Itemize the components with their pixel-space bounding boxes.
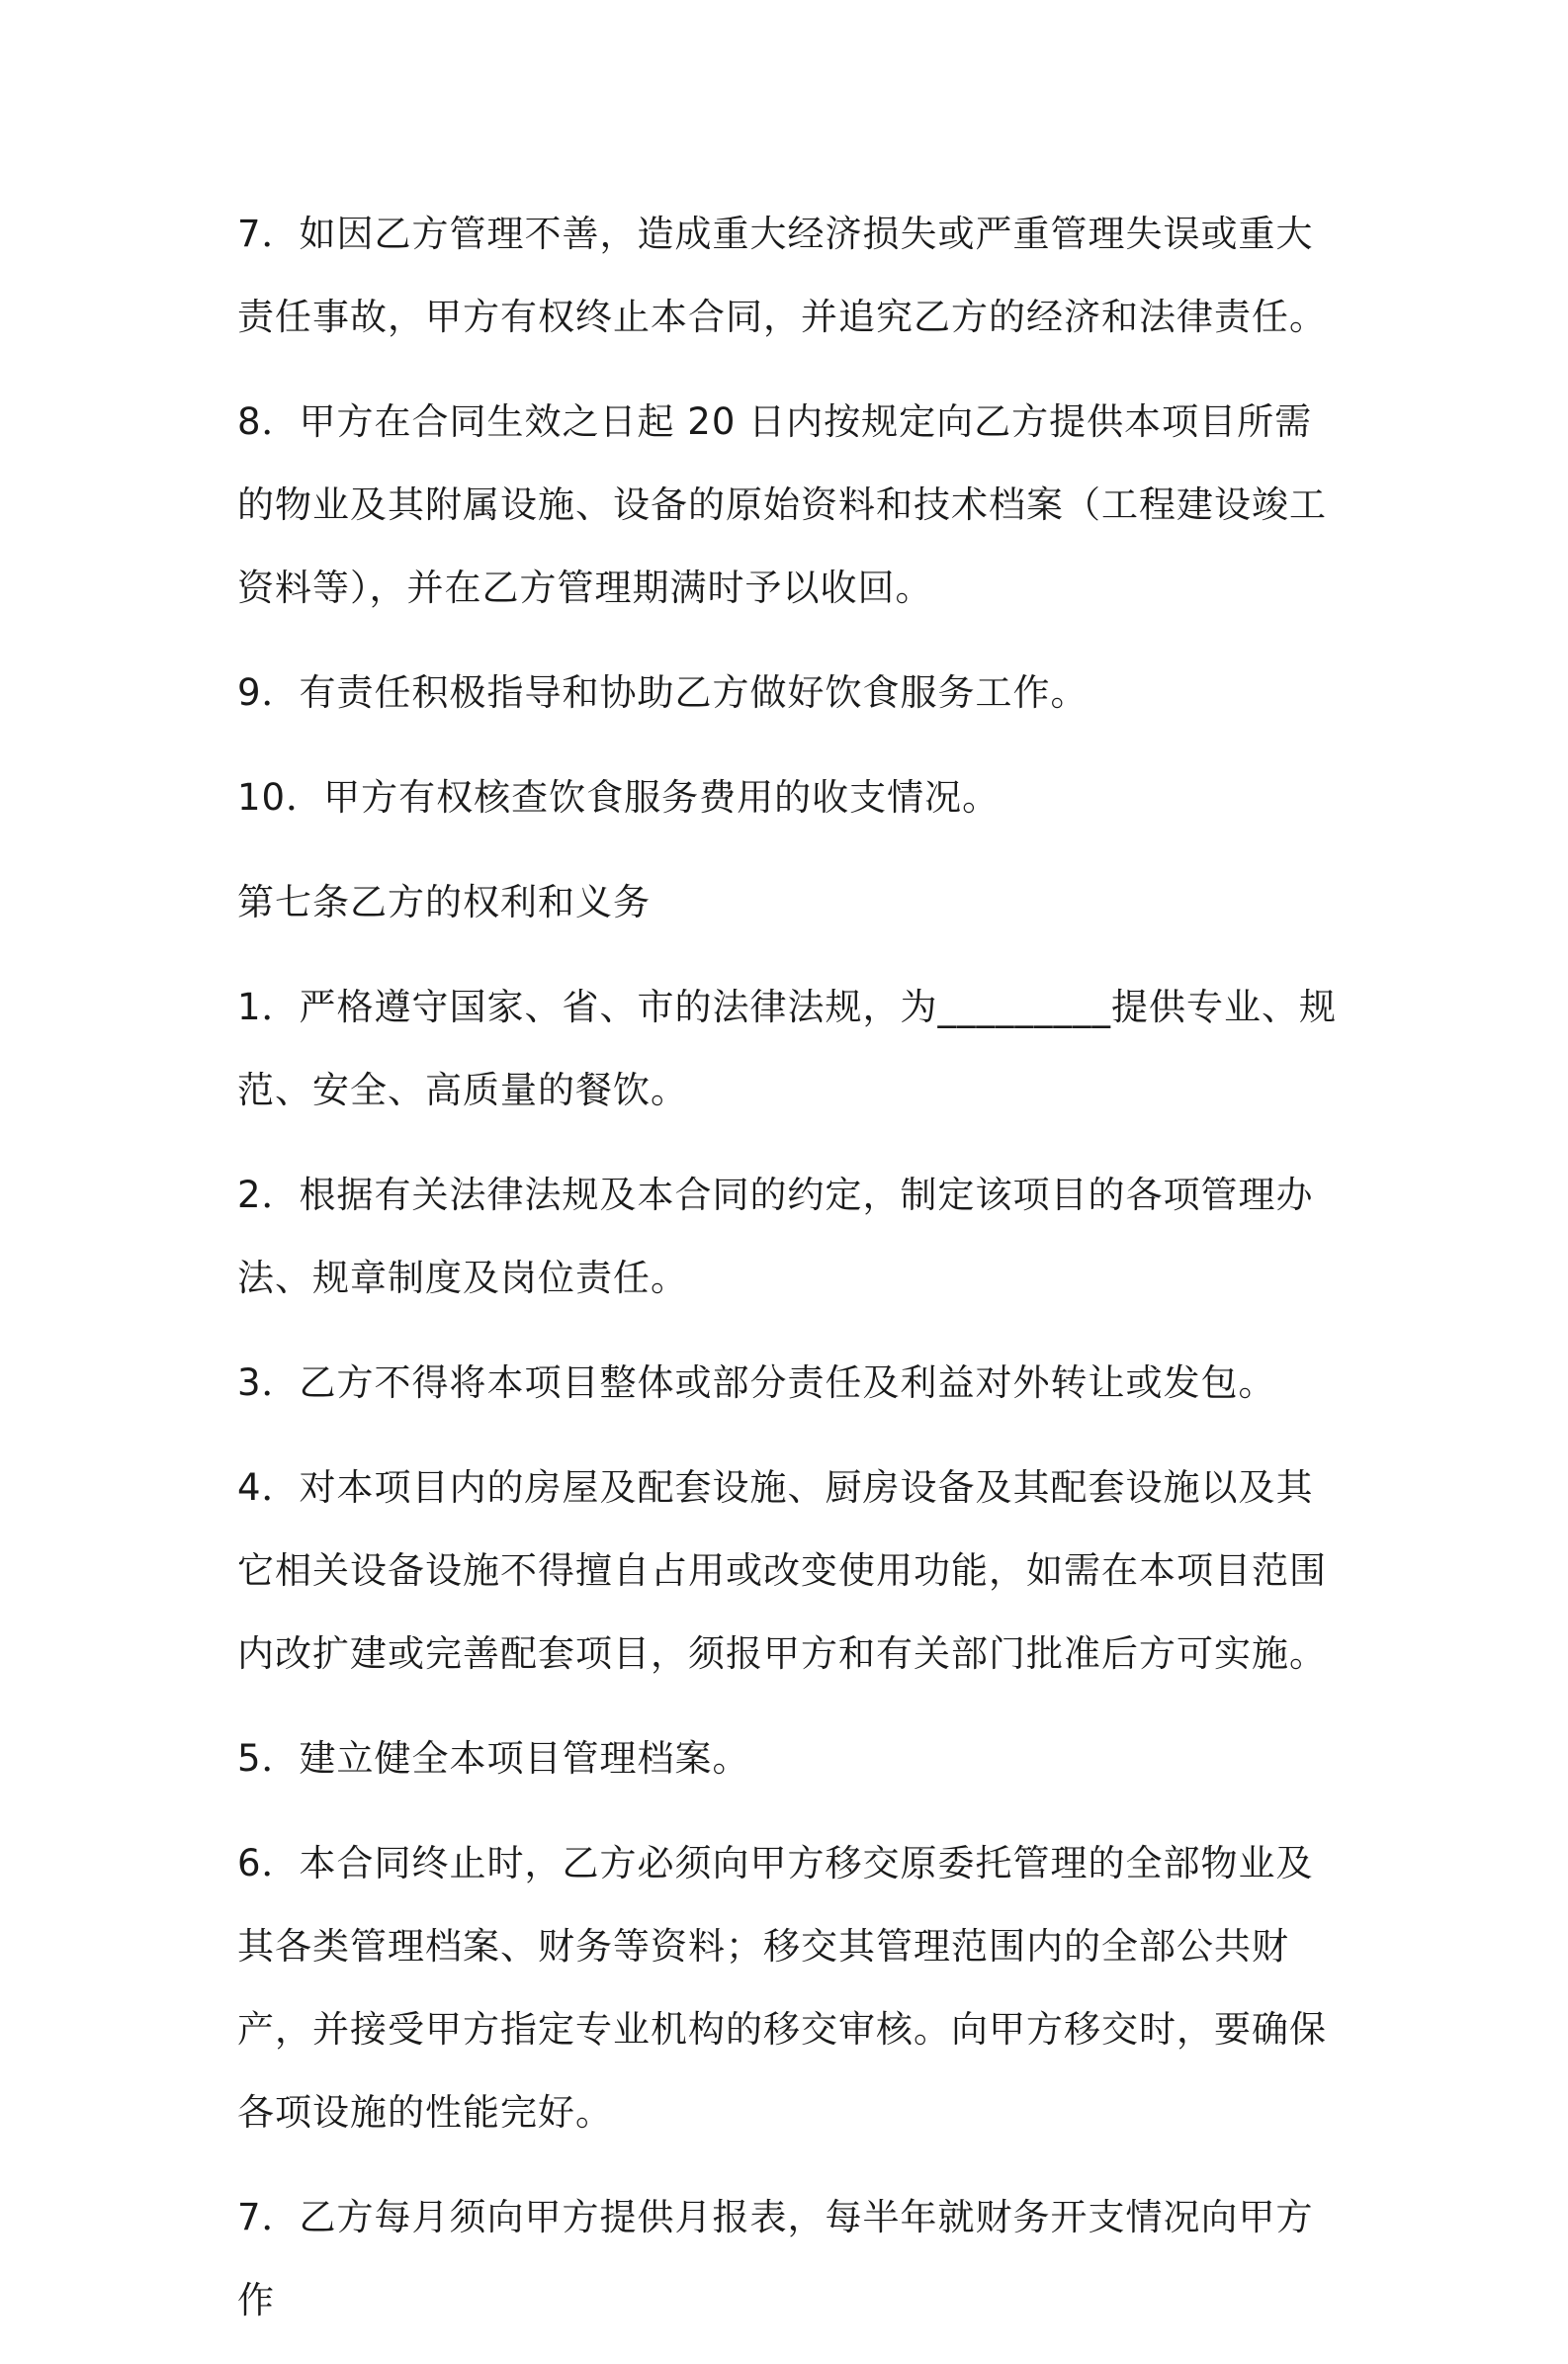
clause-paragraph: 1．严格遵守国家、省、市的法律法规，为_________提供专业、规范、安全、高质量的餐饮。	[237, 986, 1338, 1111]
clause-paragraph: 10．甲方有权核查饮食服务费用的收支情况。	[237, 776, 1001, 819]
clause-paragraph: 8．甲方在合同生效之日起 20 日内按规定向乙方提供本项目所需的物业及其附属设施、设备的原始资料和技术档案（工程建设竣工资料等），并在乙方管理期满时予以收回。	[237, 400, 1327, 609]
document-body	[237, 193, 1345, 2364]
clause-paragraph: 3．乙方不得将本项目整体或部分责任及利益对外转让或发包。	[237, 1361, 1276, 1404]
clause-paragraph: 5．建立健全本项目管理档案。	[237, 1737, 750, 1780]
section-heading: 第七条乙方的权利和义务	[237, 881, 651, 923]
clause-paragraph: 7．乙方每月须向甲方提供月报表，每半年就财务开支情况向甲方作	[237, 2196, 1314, 2321]
clause-paragraph: 2．根据有关法律法规及本合同的约定，制定该项目的各项管理办法、规章制度及岗位责任。	[237, 1174, 1314, 1299]
clause-paragraph: 7．如因乙方管理不善，造成重大经济损失或严重管理失误或重大责任事故，甲方有权终止本合同，并追究乙方的经济和法律责任。	[237, 213, 1327, 338]
clause-paragraph: 4．对本项目内的房屋及配套设施、厨房设备及其配套设施以及其它相关设备设施不得擅自占用或改变使用功能，如需在本项目范围内改扩建或完善配套项目，须报甲方和有关部门批准后方可实施。	[237, 1466, 1327, 1675]
clause-paragraph: 6．本合同终止时，乙方必须向甲方移交原委托管理的全部物业及其各类管理档案、财务等资料；移交其管理范围内的全部公共财产，并接受甲方指定专业机构的移交审核。向甲方移交时，要确保各项设施的性能完好。	[237, 1842, 1327, 2134]
clause-paragraph: 9．有责任积极指导和协助乙方做好饮食服务工作。	[237, 671, 1089, 714]
